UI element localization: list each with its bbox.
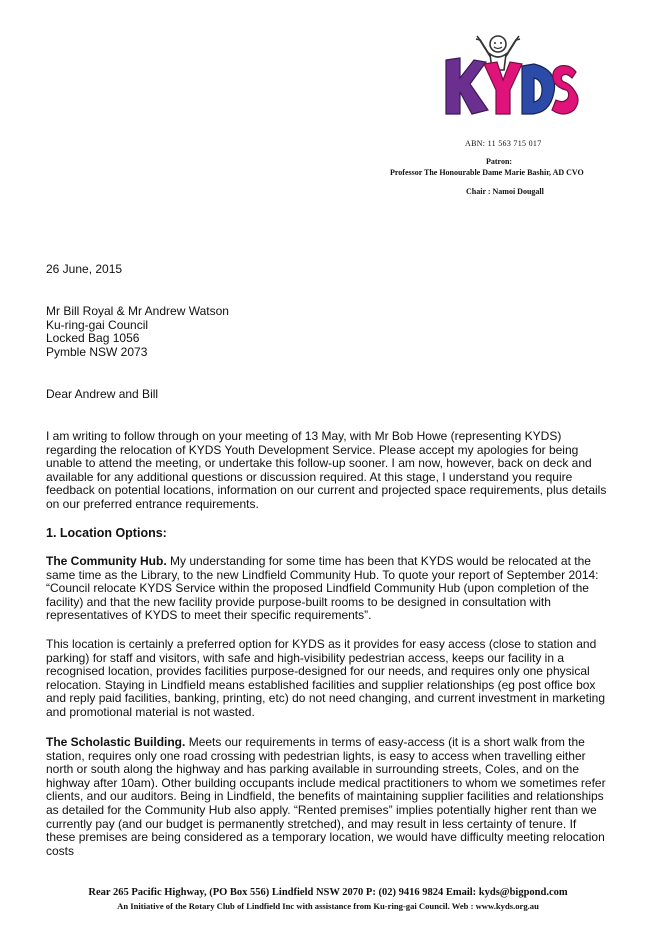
abn-number: ABN: 11 563 715 017: [465, 139, 542, 148]
community-hub-paragraph: [46, 555, 608, 623]
salutation: Dear Andrew and Bill: [46, 387, 159, 401]
patron-label: Patron:: [486, 157, 513, 166]
intro-paragraph: I am writing to follow through on your meeting of 13 May, with Mr Bob Howe (representing KYDS) regarding the relocation of KYDS Youth Development Service. Please accept my apologies for being unable to attend the meeting, or undertake this follow-up sooner. I am now, however, back on deck and available for any additional questions or discussion required. At this stage, I understand you require feedback on potential locations, information on our current and projected space requirements, plus details on our preferred entrance requirements.: [46, 429, 607, 511]
address-line: Pymble NSW 2073: [46, 344, 148, 359]
address-line: Locked Bag 1056: [46, 331, 140, 346]
address-line: Mr Bill Royal & Mr Andrew Watson: [46, 304, 229, 318]
address-line: Ku-ring-gai Council: [46, 317, 149, 332]
letter-date: 26 June, 2015: [46, 262, 123, 276]
community-hub-benefits-paragraph: This location is certainly a preferred option for KYDS as it provides for easy access (close to station and parking) for staff and visitors, with safe and high-visibility pedestrian access, keeps our facility in a recognised location, provides facilities purpose-designed for our needs, and requires only one physical relocation. Staying in Lindfield means established facilities and supplier relationships (eg post office box and reply paid facilities, banking, printing, etc) do not need changing, and current investment in marketing and promotional material is not wasted.: [46, 637, 605, 719]
scholastic-building-lead: The Scholastic Building.: [46, 735, 186, 749]
kyds-logo: [440, 30, 580, 122]
patron-name: Professor The Honourable Dame Marie Bashir, AD CVO: [390, 168, 584, 177]
recipient-address: [46, 305, 608, 359]
footer-initiative-line: An Initiative of the Rotary Club of Lindfield Inc with assistance from Ku-ring-gai Council. Web : www.kyds.org.au: [117, 901, 539, 911]
community-hub-lead: The Community Hub.: [46, 554, 167, 568]
community-hub-text: My understanding for some time has been that KYDS would be relocated at the same time as the Library, to the new Lindfield Community Hub. To quote your report of September 2014: “Council relocate KYDS Service within the proposed Lindfield Community Hub (upon completion of the facility) and that the new facility provide purpose-built rooms to be designed in consultation with representatives of KYDS to meet their specific requirements”.: [46, 554, 599, 623]
footer-contact-line: Rear 265 Pacific Highway, (PO Box 556) Lindfield NSW 2070 P: (02) 9416 9824 Email: kyds@bigpond.com: [88, 887, 568, 898]
section-heading-location-options: 1. Location Options:: [46, 526, 167, 540]
chair-name: Chair : Namoi Dougall: [466, 187, 544, 196]
scholastic-building-paragraph: [46, 736, 608, 858]
scholastic-building-text: Meets our requirements in terms of easy-access (it is a short walk from the station, requires only one road crossing with pedestrian lights, is easy to access when travelling either north or south along the highway and has parking available in surrounding streets, Coles, and on the highway after 10am). Other building occupants include medical practitioners to whom we sometimes refer clients, and our auditors. Being in Lindfield, the benefits of maintaining supplier facilities and relationships as detailed for the Community Hub also apply. “Rented premises” implies potentially higher rent than we currently pay (and our budget is permanently stretched), and may result in less certainty of tenure. If these premises are being considered as a temporary location, we would have difficulty meeting relocation costs: [46, 735, 606, 858]
